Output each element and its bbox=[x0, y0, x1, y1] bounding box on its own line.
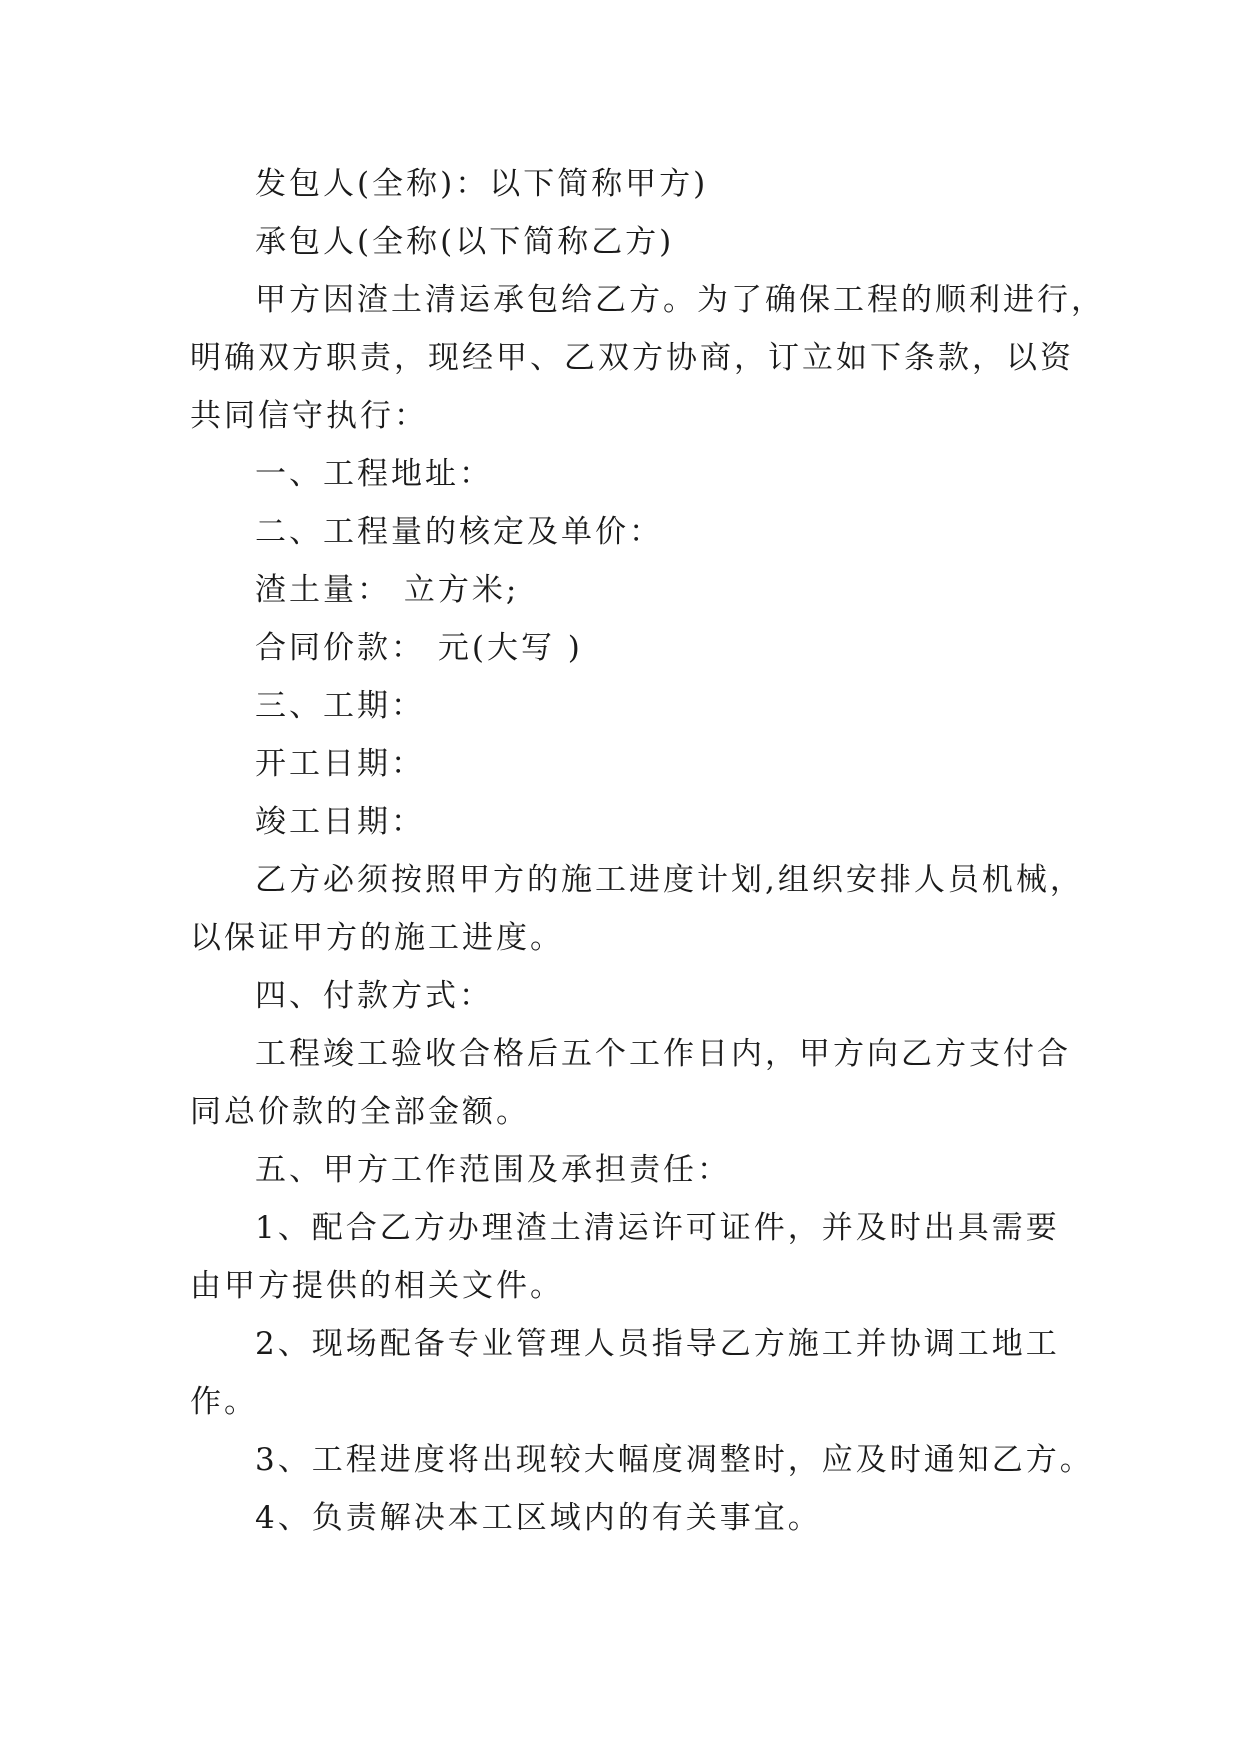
document-body bbox=[190, 155, 1105, 1547]
line-price: 合同价款： 元(大写 ) bbox=[255, 630, 583, 666]
line-intro-3: 共同信守执行： bbox=[190, 398, 428, 434]
item-3: 3、工程进度将出现较大幅度凋整时，应及时通知乙方。 bbox=[255, 1442, 1094, 1478]
section-4-heading: 四、付款方式： bbox=[255, 978, 493, 1014]
line-end-date: 竣工日期： bbox=[255, 804, 425, 840]
line-employer: 发包人(全称)：以下简称甲方) bbox=[255, 166, 709, 202]
item-2-line-2: 作。 bbox=[190, 1384, 258, 1420]
line-payment-1: 工程竣工验收合格后五个工作日内，甲方向乙方支付合 bbox=[255, 1036, 1071, 1072]
line-start-date: 开工日期： bbox=[255, 746, 425, 782]
line-contractor: 承包人(全称(以下简称乙方) bbox=[255, 224, 675, 260]
line-volume: 渣土量： 立方米; bbox=[255, 572, 520, 608]
line-schedule-2: 以保证甲方的施工进度。 bbox=[190, 920, 564, 956]
section-1-heading: 一、工程地址： bbox=[255, 456, 493, 492]
line-schedule-1: 乙方必须按照甲方的施工进度计划,组织安排人员机械， bbox=[255, 862, 1084, 898]
item-1-line-2: 由甲方提供的相关文件。 bbox=[190, 1268, 564, 1304]
item-1-line-1: 1、配合乙方办理渣土清运许可证件，并及时出具需要 bbox=[255, 1210, 1060, 1246]
item-2-line-1: 2、现场配备专业管理人员指导乙方施工并协调工地工 bbox=[255, 1326, 1060, 1362]
section-5-heading: 五、甲方工作范围及承担责任： bbox=[255, 1152, 731, 1188]
section-3-heading: 三、工期： bbox=[255, 688, 425, 724]
section-2-heading: 二、工程量的核定及单价： bbox=[255, 514, 663, 550]
line-payment-2: 同总价款的全部金额。 bbox=[190, 1094, 530, 1130]
item-4: 4、负责解决本工区域内的有关事宜。 bbox=[255, 1500, 822, 1536]
line-intro-2: 明确双方职责，现经甲、乙双方协商，订立如下条款，以资 bbox=[190, 340, 1074, 376]
line-intro-1: 甲方因渣土清运承包给乙方。为了确保工程的顺利进行， bbox=[255, 282, 1105, 318]
